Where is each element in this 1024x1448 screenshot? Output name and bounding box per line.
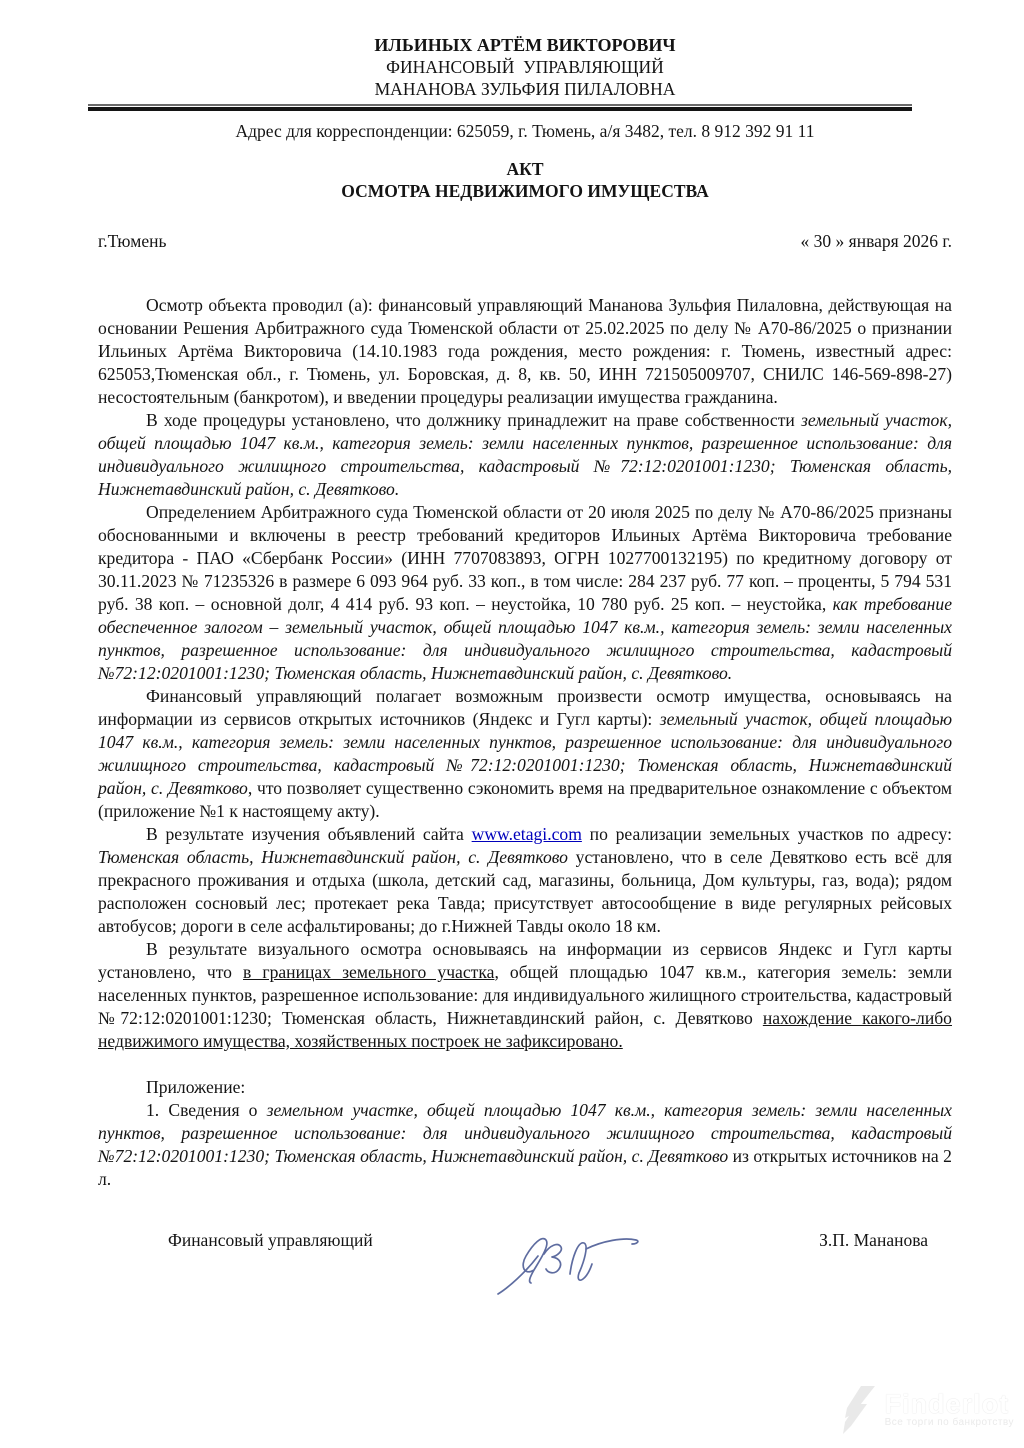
text-run: 1. Сведения о xyxy=(146,1100,267,1120)
appendix-label: Приложение: xyxy=(146,1077,246,1097)
document-place: г.Тюмень xyxy=(98,231,167,251)
text-run: Финансовый управляющий полагает возможным произвести осмотр имущества, основываясь на информации из сервисов открытых источников (Яндекс и Гугл карты): xyxy=(98,686,952,729)
watermark-tagline-text: Все торги по банкротству xyxy=(884,1417,1014,1428)
text-run: Определением Арбитражного суда Тюменской области от 20 июля 2025 по делу № А70-86/2025 признаны обоснованными и включены в реестр требований кредиторов Ильиных Артёма Викторовича требование кредитора - ПАО «Сбербанк России» (ИНН 7707083893, ОГРН 1027700132195) по кредитному договору от 30.11.2023 № 71235326 в размере 6 093 964 руб. 33 коп., в том числе: 284 237 руб. 77 коп. – проценты, 5 794 531 руб. 38 коп. – основной долг, 4 414 руб. 93 коп. – неустойка, 10 780 руб. 25 коп. – неустойка, xyxy=(98,502,952,614)
paragraph-inspection-by xyxy=(98,294,952,409)
paragraph-etagi-research xyxy=(98,823,952,938)
text-run: установлено, что в селе Девятково есть всё для прекрасного проживания и отдыха (школа, детский сад, магазины, больница, Дом культуры, газ, вода); рядом расположен сосновый лес; протекает река Тавда; присутствует автосообщение в виде регулярных рейсовых автобусов; дороги в селе асфальтированы; до г.Нижней Тавды около 18 км. xyxy=(98,847,952,936)
signature-name-label: З.П. Мананова xyxy=(819,1230,928,1250)
handwritten-signature xyxy=(478,1196,658,1304)
text-run: как требование обеспеченное залогом – земельный участок, общей площадью 1047 кв.м., категория земель: земли населенных пунктов, разрешенное использование: для индивидуального жилищного строительства, кадастровый №72:12:0201001:1230; Тюменская область, Нижнетавдинский район, с. Девятково. xyxy=(98,594,953,683)
text-run: В результате визуального осмотра основываясь на информации из сервисов Яндекс и Гугл карты установлено, что xyxy=(98,939,952,982)
paragraph-property-found xyxy=(98,409,952,501)
paragraph-visual-inspection-result xyxy=(98,938,952,1053)
document-date: « 30 » января 2026 г. xyxy=(800,231,952,251)
text-run: , общей площадью 1047 кв.м., категория земель: земли населенных пунктов, разрешенное использование: для индивидуального жилищного строительства, кадастровый №72:12:0201001:1230; Тюменская область, Нижнетавдинский район, с. Девятково xyxy=(98,962,952,1028)
text-run: по реализации земельных участков по адресу: xyxy=(581,824,952,844)
text-run: земельном участке, общей площадью 1047 кв.м., категория земель: земли населенных пунктов, разрешенное использование: для индивидуального жилищного строительства, кадастровый №72:12:0201001:1230; Тюменская область, Нижнетавдинский район, с. Девятково xyxy=(98,1100,952,1166)
paragraph-creditor-claim xyxy=(98,501,952,685)
text-run: Тюменская область, Нижнетавдинский район, с. Девятково xyxy=(98,847,568,867)
document-title xyxy=(98,158,952,202)
text-run: В результате изучения объявлений сайта xyxy=(146,824,472,844)
appendix-item-1 xyxy=(98,1099,952,1191)
paragraph-inspection-method xyxy=(98,685,952,823)
letterhead-manager-name: МАНАНОВА ЗУЛЬФИЯ ПИЛАЛОВНА xyxy=(374,79,676,99)
document-title-line2: ОСМОТРА НЕДВИЖИМОГО ИМУЩЕСТВА xyxy=(341,181,709,201)
text-run: в границах земельного участка xyxy=(243,962,495,982)
text-run: из открытых источников на 2 л. xyxy=(98,1146,952,1189)
text-run: , что позволяет существенно сэкономить время на предварительное ознакомление с объектом (приложение №1 к настоящему акту). xyxy=(98,778,952,821)
text-run: нахождение какого-либо недвижимого имущества, хозяйственных построек не зафиксировано. xyxy=(98,1008,952,1051)
letterhead-debtor-name: ИЛЬИНЫХ АРТЁМ ВИКТОРОВИЧ xyxy=(374,35,676,55)
document-body xyxy=(98,294,952,1191)
letterhead xyxy=(98,34,952,100)
text-run: В ходе процедуры установлено, что должнику принадлежит на праве собственности xyxy=(146,410,801,430)
correspondence-address: Адрес для корреспонденции: 625059, г. Тюмень, а/я 3482, тел. 8 912 392 91 11 xyxy=(235,121,815,141)
place-date-row xyxy=(98,230,952,252)
watermark-brand-text: Finderlot xyxy=(884,1389,1010,1419)
text-run: земельный участок, общей площадью 1047 кв.м., категория земель: земли населенных пунктов, разрешенное использование: для индивидуального жилищного строительства, кадастровый №72:12:0201001:1230; Тюменская область, Нижнетавдинский район, с. Девятково xyxy=(98,709,952,798)
text-run: Осмотр объекта проводил (а): финансовый управляющий Мананова Зульфия Пилаловна, действующая на основании Решения Арбитражного суда Тюменской области от 25.02.2025 по делу № А70-86/2025 о признании Ильиных Артёма Викторовича (14.10.1983 года рождения, место рождения: г. Тюмень, известный адрес: 625053,Тюменская обл., г. Тюмень, ул. Боровская, д. 8, кв. 50, ИНН 721505009707, СНИЛС 146-569-898-27) несостоятельным (банкротом), и введении процедуры реализации имущества гражданина. xyxy=(98,295,952,407)
document-title-line1: АКТ xyxy=(506,159,544,179)
text-run: земельный участок, общей площадью 1047 кв.м., категория земель: земли населенных пунктов, разрешенное использование: для индивидуального жилищного строительства, кадастровый №72:12:0201001:1230; Тюменская область, Нижнетавдинский район, с. Девятково. xyxy=(98,410,952,499)
etagi-website-link[interactable]: www.etagi.com xyxy=(471,824,582,844)
finderlot-logo-icon xyxy=(833,1384,879,1436)
letterhead-divider xyxy=(88,104,912,111)
letterhead-role: ФИНАНСОВЫЙ УПРАВЛЯЮЩИЙ xyxy=(386,57,664,77)
finderlot-watermark xyxy=(833,1384,1014,1436)
signature-role-label: Финансовый управляющий xyxy=(168,1230,373,1250)
blank-line xyxy=(98,1053,952,1076)
